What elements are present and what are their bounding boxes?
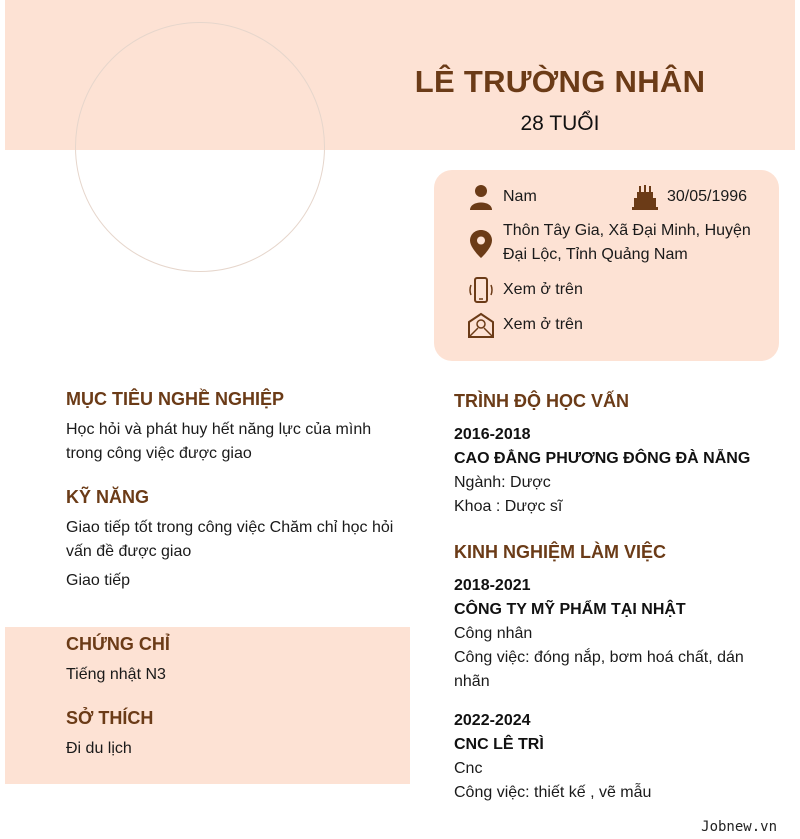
job-position: Công nhân bbox=[454, 625, 533, 642]
candidate-name: LÊ TRƯỜNG NHÂN bbox=[414, 64, 706, 99]
job-position: Cnc bbox=[454, 760, 483, 777]
candidate-age: 28 TUỔI bbox=[520, 112, 600, 135]
skill-item: Giao tiếp bbox=[66, 572, 131, 589]
email-value: Xem ở trên bbox=[503, 316, 583, 333]
birthday-row bbox=[632, 184, 747, 210]
job-period: 2018-2021 bbox=[454, 577, 531, 594]
certificates-title: CHỨNG CHỈ bbox=[66, 634, 170, 654]
hobbies-text: Đi du lịch bbox=[66, 740, 132, 757]
job-company: CÔNG TY MỸ PHẨM TẠI NHẬT bbox=[454, 601, 686, 618]
objective-title: MỤC TIÊU NGHỀ NGHIỆP bbox=[66, 389, 285, 409]
experience-title: KINH NGHIỆM LÀM VIỆC bbox=[454, 542, 667, 562]
birthday-cake-icon bbox=[632, 184, 658, 210]
job-duties: Công việc: đóng nắp, bơm hoá chất, dán nhãn bbox=[454, 649, 744, 690]
location-pin-icon bbox=[468, 231, 494, 257]
address-value: Thôn Tây Gia, Xã Đại Minh, Huyện Đại Lộc, Tỉnh Quảng Nam bbox=[503, 222, 751, 263]
education-school: CAO ĐẲNG PHƯƠNG ĐÔNG ĐÀ NẴNG bbox=[454, 450, 751, 467]
skill-item: Giao tiếp tốt trong công việc Chăm chỉ học hỏi vấn đề được giao bbox=[66, 519, 394, 560]
objective-text: Học hỏi và phát huy hết năng lực của mình trong công việc được giao bbox=[66, 421, 372, 462]
phone-icon bbox=[468, 277, 494, 303]
profile-photo bbox=[75, 22, 325, 272]
hobbies-title: SỞ THÍCH bbox=[66, 708, 154, 728]
job-duties: Công việc: thiết kế , vẽ mẫu bbox=[454, 784, 652, 801]
phone-value: Xem ở trên bbox=[503, 281, 583, 298]
education-period: 2016-2018 bbox=[454, 426, 531, 443]
job-period: 2022-2024 bbox=[454, 712, 531, 729]
address-row bbox=[468, 219, 768, 267]
phone-row bbox=[468, 277, 583, 303]
email-envelope-icon bbox=[468, 312, 494, 338]
certificates-text: Tiếng nhật N3 bbox=[66, 666, 166, 683]
gender-row bbox=[468, 184, 537, 210]
watermark: Jobnew.vn bbox=[701, 819, 777, 835]
education-major: Ngành: Dược bbox=[454, 474, 551, 491]
gender-value: Nam bbox=[503, 188, 537, 205]
education-faculty: Khoa : Dược sĩ bbox=[454, 498, 563, 515]
person-icon bbox=[468, 184, 494, 210]
education-title: TRÌNH ĐỘ HỌC VẤN bbox=[454, 391, 629, 411]
skills-title: KỸ NĂNG bbox=[66, 487, 150, 507]
job-company: CNC LÊ TRÌ bbox=[454, 736, 544, 753]
email-row bbox=[468, 312, 583, 338]
birthday-value: 30/05/1996 bbox=[667, 188, 748, 205]
